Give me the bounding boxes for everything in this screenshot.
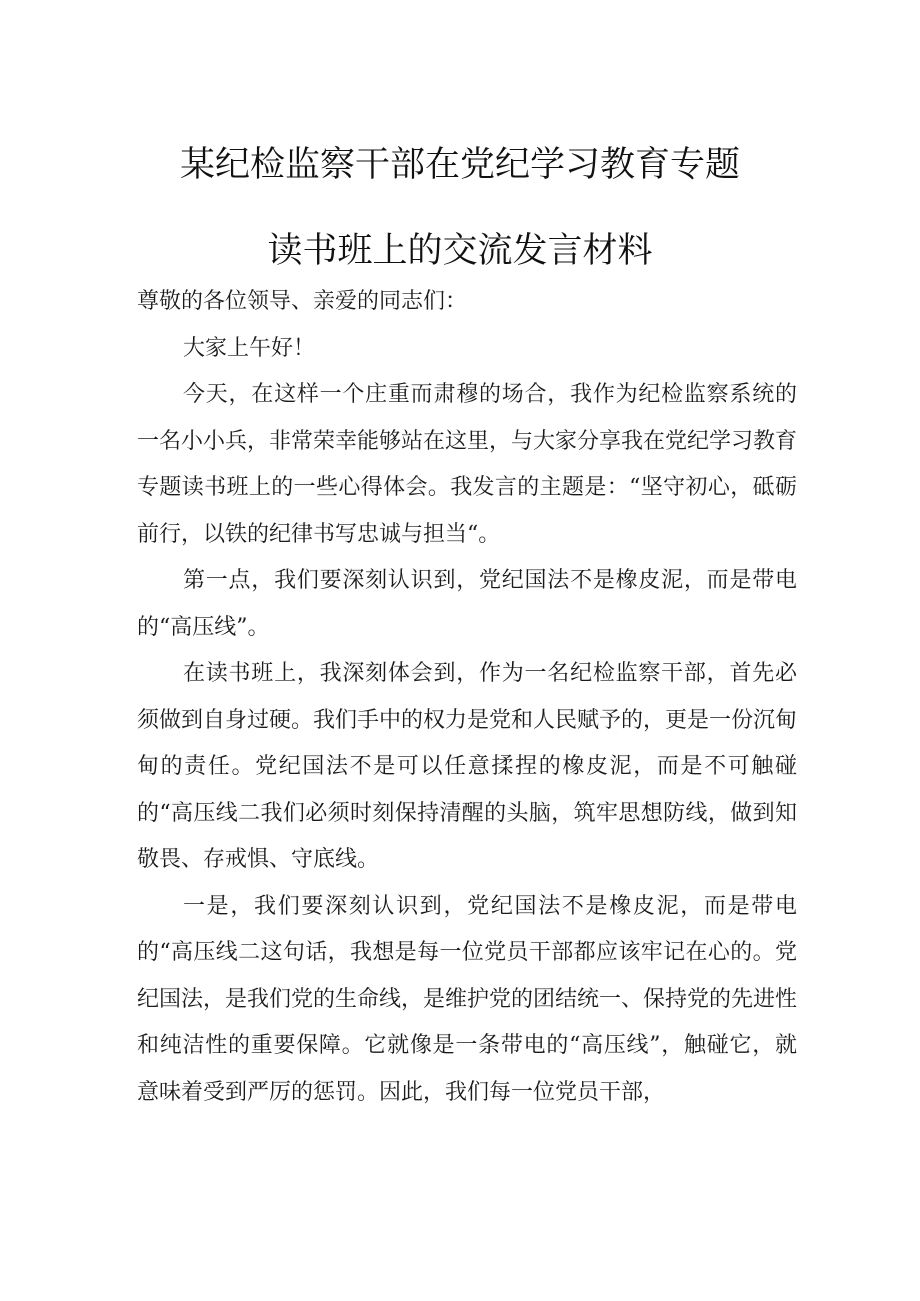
salutation: 尊敬的各位领导、亲爱的同志们： [137,289,468,314]
paragraph-intro: 今天，在这样一个庄重而肃穆的场合，我作为纪检监察系统的一名小小兵，非常荣幸能够站在这里，与大家分享我在党纪学习教育专题读书班上的一些心得体会。我发言的主题是：“坚守初心，砥砺前行，以铁的纪律书写忠诚与担当“。 [137,382,798,547]
paragraph-first-item: 一是，我们要深刻认识到，党纪国法不是橡皮泥，而是带电的“高压线二这句话，我想是每一位党员干部都应该牢记在心的。党纪国法，是我们党的生命线，是维护党的团结统一、保持党的先进性和纯洁性的重要保障。它就像是一条带电的“高压线”，触碰它，就意味着受到严厉的惩罚。因此，我们每一位党员干部， [137,893,798,1105]
document-body [137,279,797,1116]
document-title-line-1: 某纪检监察干部在党纪学习教育专题 [179,145,740,185]
paragraph-greeting: 大家上午好！ [183,335,316,361]
document-title-line-2: 读书班上的交流发言材料 [267,231,653,271]
paragraph-reading-class: 在读书班上，我深刻体会到，作为一名纪检监察干部，首先必须做到自身过硬。我们手中的权力是党和人民赋予的，更是一份沉甸甸的责任。党纪国法不是可以任意揉捏的橡皮泥，而是不可触碰的“高压线二我们必须时刻保持清醒的头脑，筑牢思想防线，做到知敬畏、存戒惧、守底线。 [137,661,798,872]
paragraph-point-one: 第一点，我们要深刻认识到，党纪国法不是橡皮泥，而是带电的“高压线”。 [137,568,797,640]
